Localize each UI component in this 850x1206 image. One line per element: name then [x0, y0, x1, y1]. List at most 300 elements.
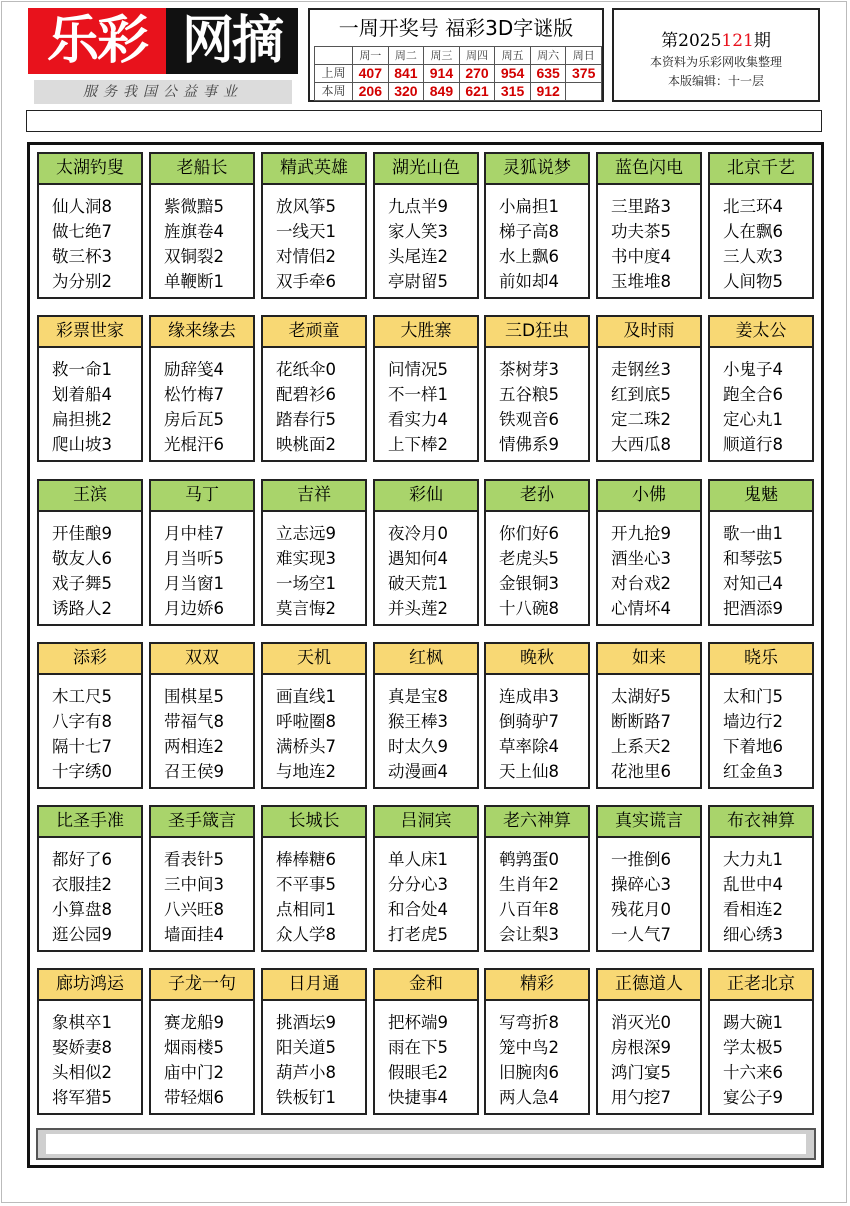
card-title: 老孙	[486, 481, 588, 512]
card-title: 彩仙	[375, 481, 477, 512]
riddle-line: 娶娇妻8	[52, 1038, 112, 1057]
riddle-line: 玉堆堆8	[611, 272, 671, 291]
riddle-line: 消灭光0	[611, 1013, 671, 1032]
logo-red-text: 乐彩	[28, 8, 166, 74]
riddle-line: 为分别2	[52, 272, 112, 291]
riddle-line: 并头莲2	[388, 599, 448, 618]
card-title: 彩票世家	[39, 317, 141, 348]
riddle-card	[484, 805, 590, 952]
riddle-line: 月中桂7	[164, 524, 224, 543]
card-title: 灵狐说梦	[486, 154, 588, 185]
riddle-card	[708, 479, 814, 626]
riddle-line: 水上飘6	[499, 247, 559, 266]
riddle-line: 踢大碗1	[723, 1013, 783, 1032]
riddle-card	[708, 315, 814, 462]
riddle-card	[149, 479, 255, 626]
riddle-line: 金银铜3	[499, 574, 559, 593]
card-title: 廊坊鸿运	[39, 970, 141, 1001]
draw-panel-title: 一周开奖号 福彩3D字谜版	[338, 16, 574, 40]
riddle-line: 小算盘8	[52, 900, 112, 919]
riddle-line: 连成串3	[499, 687, 559, 706]
riddle-line: 棒棒糖6	[276, 850, 336, 869]
riddle-card	[149, 642, 255, 789]
day-header: 周五	[495, 47, 531, 65]
card-body	[151, 675, 253, 784]
riddle-line: 会让梨3	[499, 925, 559, 944]
draw-number: 270	[459, 65, 495, 83]
riddle-line: 亭尉留5	[388, 272, 448, 291]
card-title: 蓝色闪电	[598, 154, 700, 185]
riddle-line: 跑全合6	[723, 385, 783, 404]
card-body	[375, 838, 477, 947]
riddle-line: 写弯折8	[499, 1013, 559, 1032]
card-title: 红枫	[375, 644, 477, 675]
draw-table	[314, 46, 602, 101]
riddle-line: 挑酒坛9	[276, 1013, 336, 1032]
card-body	[598, 348, 700, 457]
row-label: 上周	[315, 65, 353, 83]
riddle-card	[261, 642, 367, 789]
riddle-line: 对知己4	[723, 574, 783, 593]
riddle-line: 鸿门宴5	[611, 1063, 671, 1082]
riddle-line: 旧腕肉6	[499, 1063, 559, 1082]
riddle-card	[596, 805, 702, 952]
card-title: 正老北京	[710, 970, 812, 1001]
issue-info-panel	[612, 8, 820, 102]
card-title: 老船长	[151, 154, 253, 185]
riddle-card	[708, 152, 814, 299]
riddle-line: 时太久9	[388, 737, 448, 756]
card-title: 真实谎言	[598, 807, 700, 838]
draw-number: 407	[353, 65, 389, 83]
riddle-line: 爬山坡3	[52, 435, 112, 454]
riddle-line: 一推倒6	[611, 850, 671, 869]
riddle-card	[37, 968, 143, 1115]
riddle-line: 把酒添9	[723, 599, 783, 618]
draw-number: 841	[388, 65, 424, 83]
riddle-card	[484, 152, 590, 299]
riddle-line: 逛公园9	[52, 925, 112, 944]
riddle-line: 房后瓦5	[164, 410, 224, 429]
card-body	[39, 675, 141, 784]
riddle-line: 上系天2	[611, 737, 671, 756]
riddle-line: 呼啦圈8	[276, 712, 336, 731]
card-title: 添彩	[39, 644, 141, 675]
card-body	[39, 838, 141, 947]
riddle-line: 人间物5	[723, 272, 783, 291]
card-body	[39, 1001, 141, 1110]
logo-black-text: 网摘	[166, 8, 298, 74]
riddle-line: 木工尺5	[52, 687, 112, 706]
lecai-logo	[28, 8, 298, 104]
riddle-line: 残花月0	[611, 900, 671, 919]
draw-number: 954	[495, 65, 531, 83]
riddle-line: 大西瓜8	[611, 435, 671, 454]
riddle-line: 立志远9	[276, 524, 336, 543]
riddle-line: 开九抢9	[611, 524, 671, 543]
riddle-line: 人在飘6	[723, 222, 783, 241]
card-body	[39, 512, 141, 621]
draw-number: 635	[530, 65, 566, 83]
riddle-line: 梯子高8	[499, 222, 559, 241]
card-body	[710, 348, 812, 457]
day-header: 周日	[566, 47, 602, 65]
riddle-line: 诱路人2	[52, 599, 112, 618]
card-body	[710, 675, 812, 784]
riddle-line: 功夫茶5	[611, 222, 671, 241]
riddle-line: 天上仙8	[499, 762, 559, 781]
riddle-line: 双铜裂2	[164, 247, 224, 266]
riddle-line: 三里路3	[611, 197, 671, 216]
riddle-line: 满桥头7	[276, 737, 336, 756]
riddle-card	[708, 642, 814, 789]
riddle-line: 猴王棒3	[388, 712, 448, 731]
card-title: 老六神算	[486, 807, 588, 838]
logo-slogan: 服务我国公益事业	[34, 80, 292, 104]
riddle-line: 书中度4	[611, 247, 671, 266]
riddle-line: 茶树芽3	[499, 360, 559, 379]
card-body	[710, 838, 812, 947]
riddle-line: 快捷事4	[388, 1088, 448, 1107]
weekly-draw-panel	[308, 8, 604, 102]
card-body	[151, 1001, 253, 1110]
draw-number: 375	[566, 65, 602, 83]
riddle-line: 两相连2	[164, 737, 224, 756]
riddle-line: 召王侯9	[164, 762, 224, 781]
riddle-line: 敬三杯3	[52, 247, 112, 266]
card-title: 三D狂虫	[486, 317, 588, 348]
day-header: 周四	[459, 47, 495, 65]
riddle-line: 一线天1	[276, 222, 336, 241]
riddle-line: 单人床1	[388, 850, 448, 869]
riddle-card	[261, 152, 367, 299]
card-body	[486, 185, 588, 294]
riddle-line: 看表针5	[164, 850, 224, 869]
riddle-line: 铁板钉1	[276, 1088, 336, 1107]
riddle-line: 北三环4	[723, 197, 783, 216]
card-body	[375, 185, 477, 294]
draw-row-this-week	[315, 83, 602, 101]
riddle-line: 敬友人6	[52, 549, 112, 568]
riddle-line: 映桃面2	[276, 435, 336, 454]
card-title: 天机	[263, 644, 365, 675]
riddle-line: 用勺挖7	[611, 1088, 671, 1107]
riddle-line: 歌一曲1	[723, 524, 783, 543]
riddle-line: 都好了6	[52, 850, 112, 869]
source-note: 本资料为乐彩网收集整理	[649, 55, 782, 69]
card-title: 如来	[598, 644, 700, 675]
riddle-line: 烟雨楼5	[164, 1038, 224, 1057]
card-body	[263, 838, 365, 947]
riddle-card	[37, 479, 143, 626]
card-title: 马丁	[151, 481, 253, 512]
riddle-card	[596, 642, 702, 789]
card-body	[263, 675, 365, 784]
card-body	[375, 512, 477, 621]
riddle-card	[484, 968, 590, 1115]
draw-number: 912	[530, 83, 566, 101]
riddle-card	[708, 968, 814, 1115]
riddle-card	[373, 968, 479, 1115]
card-body	[710, 512, 812, 621]
riddle-line: 与地连2	[276, 762, 336, 781]
riddle-card	[373, 315, 479, 462]
draw-number: 849	[424, 83, 460, 101]
riddle-line: 八字有8	[52, 712, 112, 731]
card-title: 布衣神算	[710, 807, 812, 838]
card-body	[710, 1001, 812, 1110]
draw-number: 914	[424, 65, 460, 83]
riddle-card	[37, 642, 143, 789]
riddle-line: 宴公子9	[723, 1088, 783, 1107]
riddle-line: 夜冷月0	[388, 524, 448, 543]
riddle-line: 断断路7	[611, 712, 671, 731]
card-title: 大胜寨	[375, 317, 477, 348]
riddle-line: 遇知何4	[388, 549, 448, 568]
riddle-line: 太湖好5	[611, 687, 671, 706]
card-title: 老顽童	[263, 317, 365, 348]
riddle-line: 你们好6	[499, 524, 559, 543]
draw-number: 315	[495, 83, 531, 101]
card-title: 吕洞宾	[375, 807, 477, 838]
card-title: 及时雨	[598, 317, 700, 348]
riddle-line: 光棍汗6	[164, 435, 224, 454]
riddle-line: 隔十七7	[52, 737, 112, 756]
card-title: 长城长	[263, 807, 365, 838]
riddle-line: 八兴旺8	[164, 900, 224, 919]
riddle-line: 十字绣0	[52, 762, 112, 781]
editor-note: 本版编辑：十一层	[667, 74, 764, 88]
footer-bar	[36, 1128, 816, 1160]
riddle-line: 细心绣3	[723, 925, 783, 944]
card-title: 精彩	[486, 970, 588, 1001]
riddle-line: 酒坐心3	[611, 549, 671, 568]
riddle-card	[484, 642, 590, 789]
riddle-card	[596, 968, 702, 1115]
card-title: 正德道人	[598, 970, 700, 1001]
riddle-line: 把杯端9	[388, 1013, 448, 1032]
riddle-card	[261, 479, 367, 626]
riddle-line: 松竹梅7	[164, 385, 224, 404]
card-title: 湖光山色	[375, 154, 477, 185]
riddle-line: 十六来6	[723, 1063, 783, 1082]
riddle-line: 月当窗1	[164, 574, 224, 593]
riddle-line: 花纸伞0	[276, 360, 336, 379]
card-title: 姜太公	[710, 317, 812, 348]
riddle-card	[373, 152, 479, 299]
riddle-line: 前如却4	[499, 272, 559, 291]
blank-banner	[26, 110, 822, 132]
card-body	[486, 838, 588, 947]
riddle-line: 和琴弦5	[723, 549, 783, 568]
riddle-line: 看实力4	[388, 410, 448, 429]
card-title: 吉祥	[263, 481, 365, 512]
riddle-line: 墙边行2	[723, 712, 783, 731]
card-title: 圣手箴言	[151, 807, 253, 838]
card-title: 王滨	[39, 481, 141, 512]
riddle-line: 三人欢3	[723, 247, 783, 266]
card-body	[486, 1001, 588, 1110]
riddle-line: 下着地6	[723, 737, 783, 756]
card-title: 小佛	[598, 481, 700, 512]
riddle-card	[484, 315, 590, 462]
riddle-line: 破天荒1	[388, 574, 448, 593]
riddle-card	[261, 315, 367, 462]
riddle-card	[373, 805, 479, 952]
riddle-line: 头相似2	[52, 1063, 112, 1082]
riddle-line: 对情侣2	[276, 247, 336, 266]
card-body	[710, 185, 812, 294]
draw-number: 320	[388, 83, 424, 101]
riddle-line: 庙中门2	[164, 1063, 224, 1082]
riddle-line: 难实现3	[276, 549, 336, 568]
issue-number: 第2025121期	[661, 31, 771, 51]
riddle-line: 旌旗卷4	[164, 222, 224, 241]
riddle-line: 花池里6	[611, 762, 671, 781]
riddle-line: 太和门5	[723, 687, 783, 706]
riddle-line: 放风筝5	[276, 197, 336, 216]
riddle-line: 房根深9	[611, 1038, 671, 1057]
riddle-line: 励辞笺4	[164, 360, 224, 379]
riddle-line: 仙人洞8	[52, 197, 112, 216]
riddle-line: 戏子舞5	[52, 574, 112, 593]
riddle-line: 月当听5	[164, 549, 224, 568]
card-body	[39, 185, 141, 294]
riddle-line: 十八碗8	[499, 599, 559, 618]
card-body	[151, 838, 253, 947]
riddle-line: 假眼毛2	[388, 1063, 448, 1082]
riddle-line: 生肖年2	[499, 875, 559, 894]
riddle-line: 踏春行5	[276, 410, 336, 429]
card-body	[39, 348, 141, 457]
riddle-line: 象棋卒1	[52, 1013, 112, 1032]
riddle-line: 一场空1	[276, 574, 336, 593]
card-body	[151, 512, 253, 621]
riddle-card	[596, 479, 702, 626]
riddle-line: 开佳酿9	[52, 524, 112, 543]
riddle-line: 心情坏4	[611, 599, 671, 618]
riddle-line: 不一样1	[388, 385, 448, 404]
riddle-line: 做七绝7	[52, 222, 112, 241]
day-header: 周三	[424, 47, 460, 65]
draw-header-row	[315, 47, 602, 65]
riddle-line: 红金鱼3	[723, 762, 783, 781]
riddle-card	[149, 805, 255, 952]
riddle-line: 阳关道5	[276, 1038, 336, 1057]
draw-number: 206	[353, 83, 389, 101]
card-body	[375, 1001, 477, 1110]
card-body	[598, 675, 700, 784]
draw-row-last-week	[315, 65, 602, 83]
riddle-line: 紫微黯5	[164, 197, 224, 216]
riddle-line: 赛龙船9	[164, 1013, 224, 1032]
riddle-line: 铁观音6	[499, 410, 559, 429]
draw-number: 621	[459, 83, 495, 101]
riddle-line: 双手牵6	[276, 272, 336, 291]
riddle-line: 分分心3	[388, 875, 448, 894]
card-title: 太湖钓叟	[39, 154, 141, 185]
riddle-line: 将军猎5	[52, 1088, 112, 1107]
card-body	[263, 348, 365, 457]
riddle-line: 大力丸1	[723, 850, 783, 869]
riddle-line: 墙面挂4	[164, 925, 224, 944]
riddle-card	[596, 315, 702, 462]
riddle-line: 八百年8	[499, 900, 559, 919]
card-body	[486, 348, 588, 457]
card-title: 精武英雄	[263, 154, 365, 185]
card-body	[486, 675, 588, 784]
card-title: 晚秋	[486, 644, 588, 675]
riddle-line: 操碎心3	[611, 875, 671, 894]
riddle-line: 上下棒2	[388, 435, 448, 454]
riddle-line: 带福气8	[164, 712, 224, 731]
riddle-line: 众人学8	[276, 925, 336, 944]
riddle-line: 鹌鹑蛋0	[499, 850, 559, 869]
riddle-line: 小鬼子4	[723, 360, 783, 379]
riddle-line: 一人气7	[611, 925, 671, 944]
draw-number	[566, 83, 602, 101]
riddle-line: 乱世中4	[723, 875, 783, 894]
day-header: 周六	[530, 47, 566, 65]
riddle-line: 头尾连2	[388, 247, 448, 266]
riddle-card	[149, 968, 255, 1115]
riddle-line: 五谷粮5	[499, 385, 559, 404]
card-body	[598, 838, 700, 947]
riddle-line: 真是宝8	[388, 687, 448, 706]
card-title: 北京千艺	[710, 154, 812, 185]
riddle-line: 点相同1	[276, 900, 336, 919]
riddle-line: 划着船4	[52, 385, 112, 404]
card-title: 比圣手准	[39, 807, 141, 838]
riddle-card	[261, 968, 367, 1115]
row-label: 本周	[315, 83, 353, 101]
riddle-line: 三中间3	[164, 875, 224, 894]
riddle-line: 单鞭断1	[164, 272, 224, 291]
riddle-card	[708, 805, 814, 952]
riddle-card	[37, 315, 143, 462]
day-header: 周一	[353, 47, 389, 65]
riddle-line: 草率除4	[499, 737, 559, 756]
riddle-line: 九点半9	[388, 197, 448, 216]
riddle-line: 打老虎5	[388, 925, 448, 944]
riddle-line: 画直线1	[276, 687, 336, 706]
card-body	[263, 512, 365, 621]
riddle-line: 衣服挂2	[52, 875, 112, 894]
riddle-line: 扁担挑2	[52, 410, 112, 429]
riddle-line: 红到底5	[611, 385, 671, 404]
riddle-line: 动漫画4	[388, 762, 448, 781]
riddle-line: 家人笑3	[388, 222, 448, 241]
riddle-line: 倒骑驴7	[499, 712, 559, 731]
riddle-card	[149, 152, 255, 299]
riddle-line: 两人急4	[499, 1088, 559, 1107]
card-body	[375, 675, 477, 784]
card-body	[375, 348, 477, 457]
riddle-card	[596, 152, 702, 299]
riddle-line: 问情况5	[388, 360, 448, 379]
riddle-card	[373, 479, 479, 626]
riddle-line: 不平事5	[276, 875, 336, 894]
card-title: 日月通	[263, 970, 365, 1001]
riddle-line: 看相连2	[723, 900, 783, 919]
riddle-card	[373, 642, 479, 789]
riddle-line: 配碧衫6	[276, 385, 336, 404]
card-body	[263, 185, 365, 294]
riddle-line: 小扁担1	[499, 197, 559, 216]
riddle-line: 带轻烟6	[164, 1088, 224, 1107]
card-body	[151, 348, 253, 457]
riddle-line: 和合处4	[388, 900, 448, 919]
